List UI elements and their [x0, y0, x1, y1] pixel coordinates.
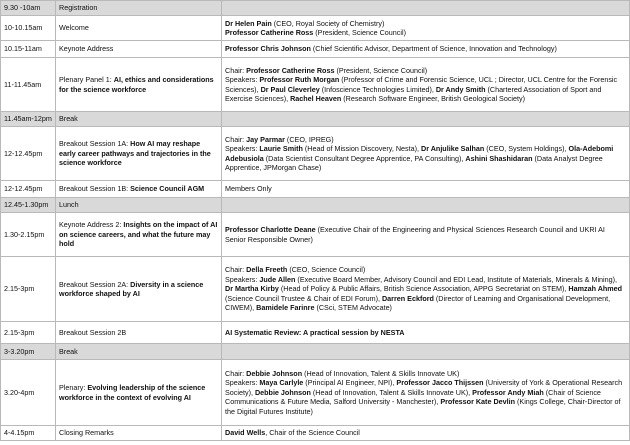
detail-line — [225, 144, 626, 172]
session-cell — [56, 257, 222, 322]
detail-cell — [222, 257, 630, 322]
agenda-row — [1, 322, 630, 344]
bold-text: Evolving leadership of the science workforce in the context of evolving AI — [59, 383, 206, 402]
session-cell — [56, 112, 222, 127]
text-run: (CEO, Science Council) — [287, 265, 366, 275]
session-cell — [56, 198, 222, 213]
time-cell: 11.45am-12pm — [1, 112, 56, 127]
text-run: (Science Council Trustee & Chair of EDI Forum), — [225, 293, 382, 303]
session-cell — [56, 360, 222, 426]
time-cell: 12.45-1.30pm — [1, 198, 56, 213]
text-run: Speakers: — [225, 274, 260, 284]
session-cell — [56, 181, 222, 198]
text-run: (CEO, Royal Society of Chemistry) — [271, 18, 385, 28]
session-cell — [56, 127, 222, 181]
text-run: Break — [59, 114, 78, 124]
bold-text: Rachel Heaven — [290, 93, 342, 103]
text-run: (Chair of Science Communications & Future Media, Salford University - Manchester), — [225, 387, 601, 407]
detail-line — [225, 66, 626, 75]
text-run: (CEO, IPREG) — [284, 134, 334, 144]
bold-text: David Wells — [225, 428, 266, 438]
detail-cell — [222, 426, 630, 441]
text-run: (Research Software Engineer, British Geological Society) — [341, 93, 526, 103]
bold-text: Ashini Shashidaran — [465, 153, 533, 163]
text-run: Closing Remarks — [59, 428, 114, 438]
bold-text: Professor Chris Johnson — [225, 44, 311, 54]
bold-text: Della Freeth — [246, 265, 288, 275]
text-run: Chair: — [225, 65, 247, 75]
text-run: Breakout Session 1B: — [59, 184, 131, 194]
detail-cell — [222, 198, 630, 213]
text-run: (Executive Board Member, Advisory Council and EDI Lead, Institute of Materials, Minerals & Mining), — [295, 274, 618, 284]
text-run: Breakout Session 1A: — [59, 139, 131, 149]
text-run: Members Only — [225, 184, 272, 194]
bold-text: Dr Martha Kirby — [225, 284, 279, 294]
text-run: (CEO, System Holdings), — [484, 144, 569, 154]
agenda-row — [1, 213, 630, 257]
bold-text: Maya Carlyle — [259, 378, 304, 388]
bold-text: Professor Andy Miah — [472, 387, 544, 397]
text-run: (CSci, STEM Advocate) — [314, 303, 392, 313]
time-cell: 10-10.15am — [1, 16, 56, 41]
bold-text: Dr Anjulike Salhan — [421, 144, 485, 154]
text-run: (Head of Mission Discovery, Nesta), — [302, 144, 422, 154]
bold-text: Bamidele Farinre — [256, 303, 315, 313]
detail-line — [225, 28, 626, 37]
session-cell — [56, 41, 222, 58]
bold-text: Darren Eckford — [381, 293, 434, 303]
text-run: Plenary: — [59, 383, 88, 393]
text-run: (Chief Scientific Advisor, Department of Science, Innovation and Technology) — [310, 44, 557, 54]
detail-line — [225, 135, 626, 144]
text-run: Lunch — [59, 200, 79, 210]
bold-text: Professor Charlotte Deane — [225, 225, 316, 235]
text-run: , Chair of the Science Council — [265, 428, 360, 438]
session-cell — [56, 322, 222, 344]
detail-line — [225, 428, 626, 437]
agenda-row — [1, 1, 630, 16]
bold-text: Diversity in a science workforce shaped by AI — [59, 279, 204, 298]
text-run: (Chartered Association of Sport and Exercise Sciences), — [225, 84, 602, 103]
time-cell: 12-12.45pm — [1, 127, 56, 181]
text-run: Breakout Session 2B — [59, 327, 127, 337]
detail-line — [225, 369, 626, 378]
time-cell: 4-4.15pm — [1, 426, 56, 441]
bold-text: Dr Paul Cleverley — [260, 84, 320, 94]
text-run: (Data Scientist Consultant Degree Apprentice, PA Consulting), — [263, 153, 466, 163]
bold-text: Professor Ruth Morgan — [259, 75, 340, 85]
time-cell: 9.30 -10am — [1, 1, 56, 16]
detail-cell — [222, 127, 630, 181]
detail-line — [225, 275, 626, 313]
time-cell: 1.30-2.15pm — [1, 213, 56, 257]
agenda-row — [1, 344, 630, 360]
text-run: (Head of Innovation, Talent & Skills Innovate UK), — [310, 387, 473, 397]
agenda-row — [1, 112, 630, 127]
agenda-row — [1, 257, 630, 322]
text-run: (Executive Chair of the Engineering and Physical Sciences Research Council and UKRI AI Senior Responsible Owner) — [225, 225, 605, 244]
text-run: (President, Science Council) — [313, 28, 406, 37]
bold-text: Laurie Smith — [259, 144, 303, 154]
bold-text: How AI may reshape early career pathways and trajectories in the science workforce — [59, 139, 211, 168]
agenda-row — [1, 41, 630, 58]
text-run: Break — [59, 346, 78, 356]
detail-line — [225, 184, 626, 193]
detail-line — [225, 225, 626, 244]
time-cell: 2.15-3pm — [1, 322, 56, 344]
text-run: (Professor of Crime and Forensic Science, UCL ; Director, UCL Centre for the Forensic Sciences), — [225, 75, 618, 94]
agenda-row — [1, 181, 630, 198]
detail-line — [225, 265, 626, 274]
text-run: Keynote Address 2: — [59, 220, 124, 230]
detail-line — [225, 44, 626, 53]
text-run: (University of York & Operational Research Society), — [225, 378, 623, 397]
text-run: Chair: — [225, 265, 247, 275]
time-cell: 12-12.45pm — [1, 181, 56, 198]
bold-text: AI, ethics and considerations for the science workforce — [59, 75, 214, 94]
session-cell — [56, 1, 222, 16]
bold-text: Ola-Adebomi Adebusiola — [225, 144, 614, 163]
session-cell — [56, 344, 222, 360]
bold-text: AI Systematic Review: A practical session by NESTA — [225, 327, 405, 337]
text-run: Keynote Address — [59, 44, 114, 54]
text-run: (Infoscience Technologies Limited), — [319, 84, 436, 94]
detail-line — [225, 19, 626, 28]
agenda-row — [1, 360, 630, 426]
detail-cell — [222, 1, 630, 16]
text-run: Speakers: — [225, 378, 260, 388]
text-run: Chair: — [225, 134, 247, 144]
text-run: Plenary Panel 1: — [59, 75, 114, 85]
text-run: (Data Analyst Degree Apprentice, JPMorgan Chase) — [225, 153, 603, 172]
text-run: (Head of Innovation, Talent & Skills Innovate UK) — [302, 368, 460, 378]
detail-cell — [222, 213, 630, 257]
text-run: Speakers: — [225, 75, 260, 85]
detail-cell — [222, 16, 630, 41]
detail-cell — [222, 181, 630, 198]
detail-cell — [222, 322, 630, 344]
bold-text: Dr Andy Smith — [435, 84, 486, 94]
time-cell: 3.20-4pm — [1, 360, 56, 426]
detail-line — [225, 328, 626, 337]
detail-cell — [222, 360, 630, 426]
detail-cell — [222, 58, 630, 112]
bold-text: Professor Catherine Ross — [225, 28, 314, 37]
session-cell — [56, 58, 222, 112]
text-run: (Kings College, Chair-Director of the Digital Futures Institute) — [225, 397, 621, 416]
agenda-row — [1, 58, 630, 112]
bold-text: Debbie Johnson — [246, 368, 303, 378]
text-run: Welcome — [59, 23, 89, 33]
bold-text: Jude Allen — [259, 274, 296, 284]
bold-text: Professor Jacco Thijssen — [396, 378, 484, 388]
bold-text: Hamzah Ahmed — [568, 284, 623, 294]
agenda-row — [1, 198, 630, 213]
bold-text: Insights on the impact of AI on science careers, and what the future may hold — [59, 220, 218, 249]
session-cell — [56, 213, 222, 257]
detail-line — [225, 378, 626, 416]
agenda-row — [1, 426, 630, 441]
text-run: Speakers: — [225, 144, 260, 154]
text-run: Registration — [59, 3, 98, 13]
text-run: (Director of Learning and Organisational Development, CIWEM), — [225, 293, 611, 313]
bold-text: Professor Kate Devlin — [440, 397, 516, 407]
text-run: (Head of Policy & Public Affairs, British Science Association, APPG Secretariat on STEM), — [278, 284, 569, 294]
text-run: (President, Science Council) — [334, 65, 428, 75]
agenda-row — [1, 127, 630, 181]
bold-text: Professor Catherine Ross — [246, 65, 335, 75]
detail-line — [225, 75, 626, 103]
text-run: Breakout Session 2A: — [59, 279, 131, 289]
detail-cell — [222, 112, 630, 127]
bold-text: Debbie Johnson — [254, 387, 311, 397]
time-cell: 2.15-3pm — [1, 257, 56, 322]
bold-text: Dr Helen Pain — [225, 18, 272, 28]
time-cell: 10.15-11am — [1, 41, 56, 58]
detail-cell — [222, 41, 630, 58]
bold-text: Jay Parmar — [246, 134, 285, 144]
time-cell: 3-3.20pm — [1, 344, 56, 360]
agenda-body — [1, 1, 630, 441]
detail-cell — [222, 344, 630, 360]
agenda-row — [1, 16, 630, 41]
bold-text: Science Council AGM — [130, 184, 205, 194]
session-cell — [56, 16, 222, 41]
session-cell — [56, 426, 222, 441]
text-run: (Principal AI Engineer, NPI), — [303, 378, 397, 388]
text-run: Chair: — [225, 368, 247, 378]
time-cell: 11-11.45am — [1, 58, 56, 112]
